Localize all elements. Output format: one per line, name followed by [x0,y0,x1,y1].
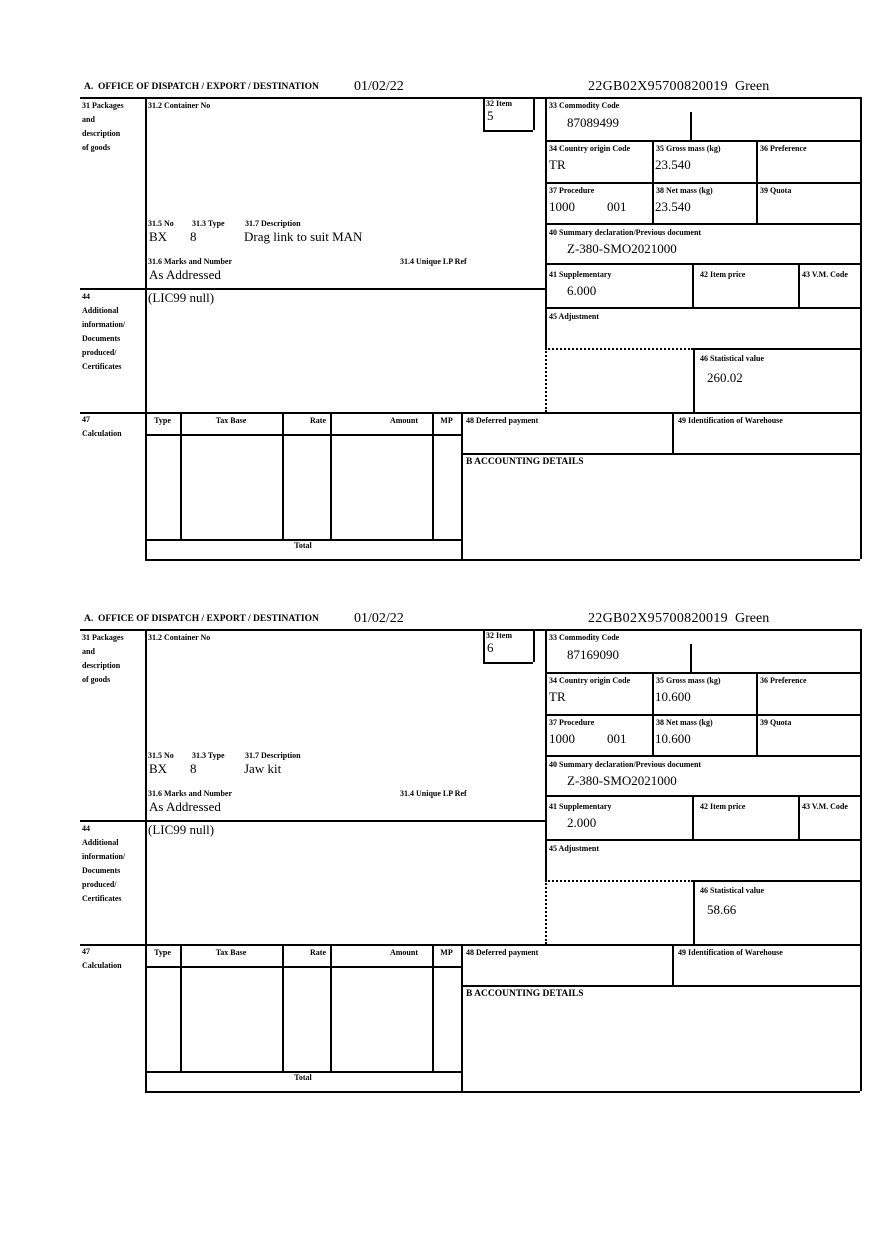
box44-label: produced/ [82,348,117,357]
box47-label: 47 [82,415,90,424]
grid-line [652,672,654,755]
grid-line [672,944,674,985]
item-label: 32 Item [486,99,512,108]
gross-mass-value: 23.540 [655,157,691,172]
grid-line [483,629,485,662]
box44-label: Additional [82,306,119,315]
grid-line [80,412,860,414]
calc-rate-header: Rate [310,416,326,425]
grid-line [860,629,862,1091]
commodity-code-label: 33 Commodity Code [549,633,620,642]
grid-line [545,140,860,142]
calc-amount-header: Amount [389,948,418,957]
dispatch-date-value: 01/02/22 [354,611,404,626]
net-mass-label: 38 Net mass (kg) [656,718,713,727]
deferred-payment-label: 48 Deferred payment [466,416,539,425]
marks-number-label: 31.6 Marks and Number [148,257,233,266]
box44-label: produced/ [82,880,117,889]
net-mass-value: 23.540 [655,199,691,214]
package-type-label: 31.3 Type [192,219,225,228]
routing-status-value: Green [735,611,770,626]
grid-line [145,97,147,559]
procedure-ext-value: 001 [607,731,627,746]
accounting-details-label: B ACCOUNTING DETAILS [466,989,584,999]
container-no-label: 31.2 Container No [148,633,211,642]
grid-line [545,839,860,841]
package-no-value: BX [149,761,168,776]
box44-label: information/ [82,852,126,861]
supplementary-value: 2.000 [567,815,597,830]
grid-line [145,559,860,561]
statistical-value: 260.02 [707,370,743,385]
grid-line [432,944,434,1071]
item-price-label: 42 Item price [700,270,746,279]
box31-label: and [82,647,95,656]
grid-line [432,412,434,539]
dispatch-date-value: 01/02/22 [354,79,404,94]
box44-label: information/ [82,320,126,329]
box44-label: Additional [82,838,119,847]
gross-mass-label: 35 Gross mass (kg) [656,676,721,685]
vm-code-label: 43 V.M. Code [802,802,848,811]
grid-line [756,672,758,755]
procedure-value: 1000 [549,731,575,746]
container-no-label: 31.2 Container No [148,101,211,110]
box47-label: Calculation [82,961,122,970]
package-no-label: 31.5 No [148,219,174,228]
box31-label: and [82,115,95,124]
calc-total-label: Total [294,1073,312,1082]
grid-line [672,412,674,453]
description-label: 31.7 Description [245,751,301,760]
marks-number-label: 31.6 Marks and Number [148,789,233,798]
item-number-value: 5 [487,108,494,123]
grid-line [693,880,695,944]
statistical-value-label: 46 Statistical value [700,354,764,363]
grid-line [545,307,860,309]
grid-line [80,944,860,946]
grid-line [461,985,860,987]
item-label: 32 Item [486,631,512,640]
warehouse-id-label: 49 Identification of Warehouse [678,416,783,425]
dotted-grid-line [545,880,693,882]
warehouse-id-label: 49 Identification of Warehouse [678,948,783,957]
adjustment-label: 45 Adjustment [549,844,600,853]
grid-line [282,944,284,1071]
box31-label: of goods [82,143,111,152]
grid-line [692,795,694,839]
package-no-value: BX [149,229,168,244]
box44-label: Certificates [82,362,122,371]
office-of-dispatch-label: A. OFFICE OF DISPATCH / EXPORT / DESTINATION [84,82,319,92]
box31-label: 31 Packages [82,101,124,110]
commodity-code-value: 87169090 [567,647,619,662]
grid-line [180,412,182,539]
box44-label: 44 [82,292,90,301]
grid-line [545,755,860,757]
grid-line [180,944,182,1071]
calc-mp-header: MP [440,416,453,425]
box31-label: description [82,661,121,670]
box47-label: Calculation [82,429,122,438]
additional-info-value: (LIC99 null) [148,290,215,305]
previous-document-label: 40 Summary declaration/Previous document [549,760,702,769]
goods-description-value: Drag link to suit MAN [244,229,363,244]
procedure-label: 37 Procedure [549,718,595,727]
calc-tax-base-header: Tax Base [215,948,247,957]
quota-label: 39 Quota [760,718,792,727]
grid-line [798,795,800,839]
net-mass-value: 10.600 [655,731,691,746]
marks-number-value: As Addressed [149,799,221,814]
description-label: 31.7 Description [245,219,301,228]
declaration-item-section-1 [80,80,862,562]
grid-line [330,944,332,1071]
grid-line [545,629,547,880]
grid-line [145,966,461,968]
grid-line [483,130,533,132]
unique-lp-ref-label: 31.4 Unique LP Ref [400,789,467,798]
box44-label: 44 [82,824,90,833]
grid-line [461,453,860,455]
net-mass-label: 38 Net mass (kg) [656,186,713,195]
previous-document-label: 40 Summary declaration/Previous document [549,228,702,237]
preference-label: 36 Preference [760,676,807,685]
box44-label: Certificates [82,894,122,903]
grid-line [483,662,533,664]
marks-number-value: As Addressed [149,267,221,282]
grid-line [330,412,332,539]
grid-line [533,629,535,662]
commodity-code-label: 33 Commodity Code [549,101,620,110]
supplementary-value: 6.000 [567,283,597,298]
calc-amount-header: Amount [389,416,418,425]
item-number-value: 6 [487,640,494,655]
office-of-dispatch-label: A. OFFICE OF DISPATCH / EXPORT / DESTINATION [84,614,319,624]
dotted-grid-line [545,348,547,412]
procedure-label: 37 Procedure [549,186,595,195]
grid-line [545,714,860,716]
grid-line [756,140,758,223]
grid-line [80,97,860,99]
grid-line [533,97,535,130]
package-type-label: 31.3 Type [192,751,225,760]
calc-type-header: Type [154,948,171,957]
mrn-value: 22GB02X95700820019 [588,79,728,94]
procedure-value: 1000 [549,199,575,214]
goods-description-value: Jaw kit [244,761,282,776]
calc-mp-header: MP [440,948,453,957]
supplementary-label: 41 Supplementary [549,270,612,279]
dotted-grid-line [545,880,547,944]
mrn-value: 22GB02X95700820019 [588,611,728,626]
statistical-value: 58.66 [707,902,737,917]
quota-label: 39 Quota [760,186,792,195]
gross-mass-label: 35 Gross mass (kg) [656,144,721,153]
statistical-value-label: 46 Statistical value [700,886,764,895]
box31-label: 31 Packages [82,633,124,642]
grid-line [798,263,800,307]
grid-line [145,1091,860,1093]
additional-info-value: (LIC99 null) [148,822,215,837]
grid-line [545,263,860,265]
grid-line [145,434,461,436]
unique-lp-ref-label: 31.4 Unique LP Ref [400,257,467,266]
declaration-item-section-2 [80,612,862,1094]
gross-mass-value: 10.600 [655,689,691,704]
calc-rate-header: Rate [310,948,326,957]
box44-label: Documents [82,334,121,343]
country-origin-label: 34 Country origin Code [549,144,631,153]
country-origin-value: TR [549,689,566,704]
grid-line [690,112,692,140]
grid-line [461,412,463,559]
grid-line [860,97,862,559]
grid-line [692,263,694,307]
box44-label: Documents [82,866,121,875]
grid-line [545,223,860,225]
grid-line [145,629,147,1091]
box31-label: of goods [82,675,111,684]
vm-code-label: 43 V.M. Code [802,270,848,279]
adjustment-label: 45 Adjustment [549,312,600,321]
previous-document-value: Z-380-SMO2021000 [567,241,677,256]
item-price-label: 42 Item price [700,802,746,811]
previous-document-value: Z-380-SMO2021000 [567,773,677,788]
grid-line [282,412,284,539]
grid-line [545,795,860,797]
box31-label: description [82,129,121,138]
calc-total-label: Total [294,541,312,550]
grid-line [690,644,692,672]
deferred-payment-label: 48 Deferred payment [466,948,539,957]
dotted-grid-line [545,348,693,350]
calc-tax-base-header: Tax Base [215,416,247,425]
grid-line [483,97,485,130]
routing-status-value: Green [735,79,770,94]
package-no-label: 31.5 No [148,751,174,760]
grid-line [80,629,860,631]
grid-line [545,182,860,184]
package-type-value: 8 [190,229,197,244]
commodity-code-value: 87089499 [567,115,619,130]
grid-line [693,348,695,412]
grid-line [693,880,860,882]
procedure-ext-value: 001 [607,199,627,214]
grid-line [652,140,654,223]
package-type-value: 8 [190,761,197,776]
box47-label: 47 [82,947,90,956]
grid-line [545,672,860,674]
supplementary-label: 41 Supplementary [549,802,612,811]
country-origin-label: 34 Country origin Code [549,676,631,685]
accounting-details-label: B ACCOUNTING DETAILS [466,457,584,467]
grid-line [545,97,547,348]
grid-line [693,348,860,350]
calc-type-header: Type [154,416,171,425]
grid-line [461,944,463,1091]
country-origin-value: TR [549,157,566,172]
preference-label: 36 Preference [760,144,807,153]
